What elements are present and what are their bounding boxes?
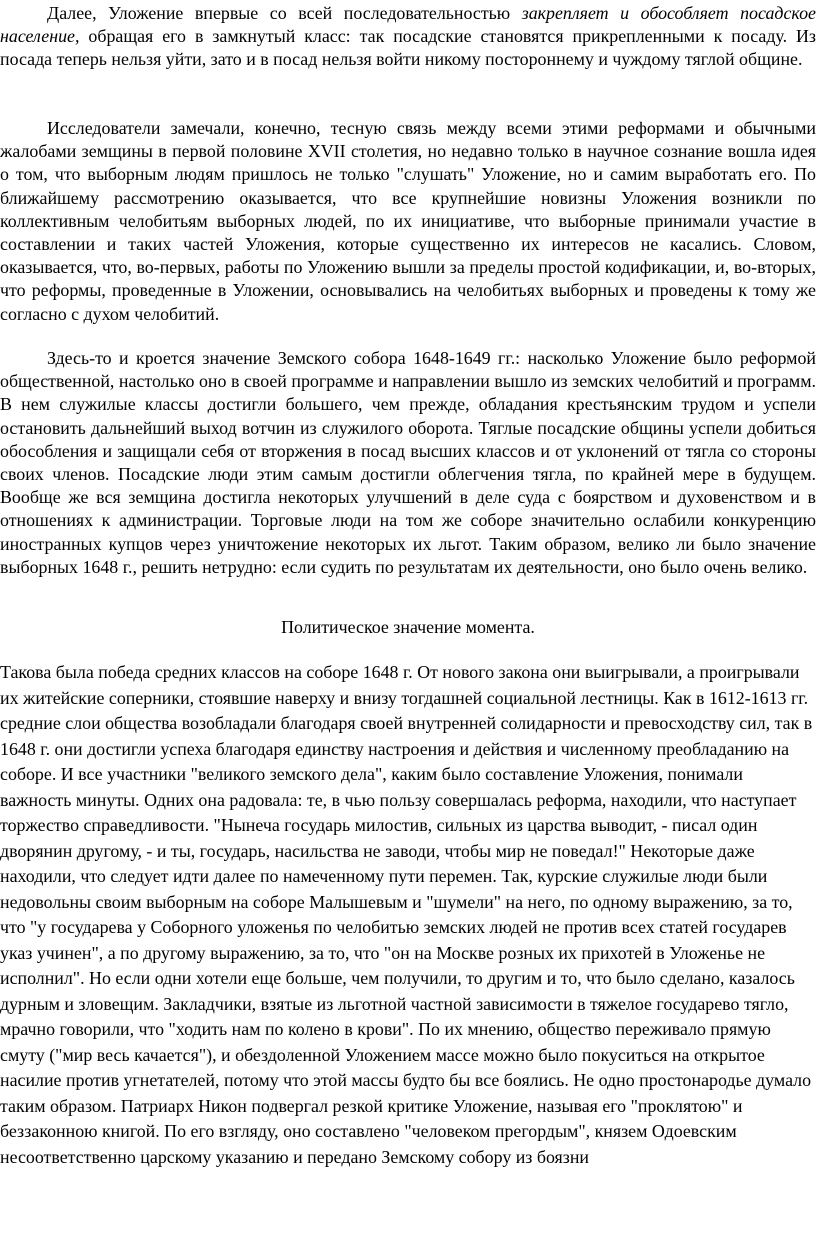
paragraph-4: Такова была победа средних классов на соборе 1648 г. От нового закона они выигрывали, а проигрывали их житейские соперники, стоявшие наверху и внизу тогдашней социальной лестницы. Как в 1612-1613 гг. средние слои общества возобладали благодаря своей внутренней солидарности и превосходству сил, так в 1648 г. они достигли успеха благодаря единству настроения и действия и численному преобладанию на соборе. И все участники "великого земского дела", каким было составление Уложения, понимали важность минуты. Одних она радовала: те, в чью пользу совершалась реформа, находили, что наступает торжество справедливости. "Нынеча государь милостив, сильных из царства выводит, - писал один дворянин другому, - и ты, государь, насильства не заводи, чтобы мир не поведал!" Некоторые даже находили, что следует идти далее по намеченному пути перемен. Так, курские служилые люди были недовольны своим выборным на соборе Малышевым и "шумели" на него, по одному выражению, за то, что "у государева у Соборного уложенья по челобитью земских людей не против всех статей государев указ учинен", а по другому выражению, за то, что "он на Москве розных их прихотей в Уложенье не исполнил". Но если одни хотели еще больше, чем получили, то другим и то, что было сделано, казалось дурным и зловещим. Закладчики, взятые из льготной частной зависимости в тяжелое государево тягло, мрачно говорили, что "ходить нам по колено в крови". По их мнению, общество переживало прямую смуту ("мир весь качается"), и обездоленной Уложением массе можно было покуситься на открытое насилие против угнетателей, потому что этой массы будто бы все боялись. Не одно простонародье думало таким образом. Патриарх Никон подвергал резкой критике Уложение, называя его "проклятою" и беззаконною книгой. По его взгляду, оно составлено "человеком прегордым", князем Одоевским несоответственно царскому указанию и передано Земскому собору из боязни	[0, 662, 813, 1167]
paragraph-3: Здесь-то и кроется значение Земского собора 1648-1649 гг.: насколько Уложение было реформой общественной, настолько оно в своей программе и направлении вышло из земских челобитий и программ. В нем служилые классы достигли большего, чем прежде, обладания крестьянским трудом и успели остановить дальнейший выход вотчин из служилого оборота. Тяглые посадские общины успели добиться обособления и защищали себя от вторжения в посад высших классов и от уклонений от тягла со стороны своих членов. Посадские люди этим самым достигли облегчения тягла, по крайней мере в будущем. Вообще же вся земщина достигла некоторых улучшений в деле суда с боярством и духовенством и в отношениях к администрации. Торговые люди на том же соборе значительно ослабили конкуренцию иностранных купцов через уничтожение некоторых их льгот. Таким образом, велико ли было значение выборных 1648 г., решить нетрудно: если судить по результатам их деятельности, оно было очень велико.	[0, 348, 816, 577]
paragraph-1-emphasis: закрепляет и обособляет посадское население,	[0, 3, 816, 47]
section-heading: Политическое значение момента.	[281, 617, 535, 637]
paragraph-1	[0, 2, 816, 72]
paragraph-1-lead: Далее, Уложение впервые со всей последовательностью	[47, 3, 522, 23]
paragraph-2: Исследователи замечали, конечно, тесную связь между всеми этими реформами и обычными жалобами земщины в первой половине XVII столетия, но недавно только в научное сознание вошла идея о том, что выборным людям пришлось не только "слушать" Уложение, но и самим выработать его. По ближайшему рассмотрению оказывается, что все крупнейшие новизны Уложения возникли по коллективным челобитьям выборных людей, по их инициативе, что выборные принимали участие в составлении и таких частей Уложения, которые существенно их интересов не касались. Словом, оказывается, что, во-первых, работы по Уложению вышли за пределы простой кодификации, и, во-вторых, что реформы, проведенные в Уложении, основывались на челобитьях выборных и проведены к тому же согласно с духом челобитий.	[0, 118, 816, 324]
paragraph-1-rest: обращая его в замкнутый класс: так посадские становятся прикрепленными к посаду. Из посада теперь нельзя уйти, зато и в посад нельзя войти никому постороннему и чуждому тяглой общине.	[0, 26, 816, 70]
